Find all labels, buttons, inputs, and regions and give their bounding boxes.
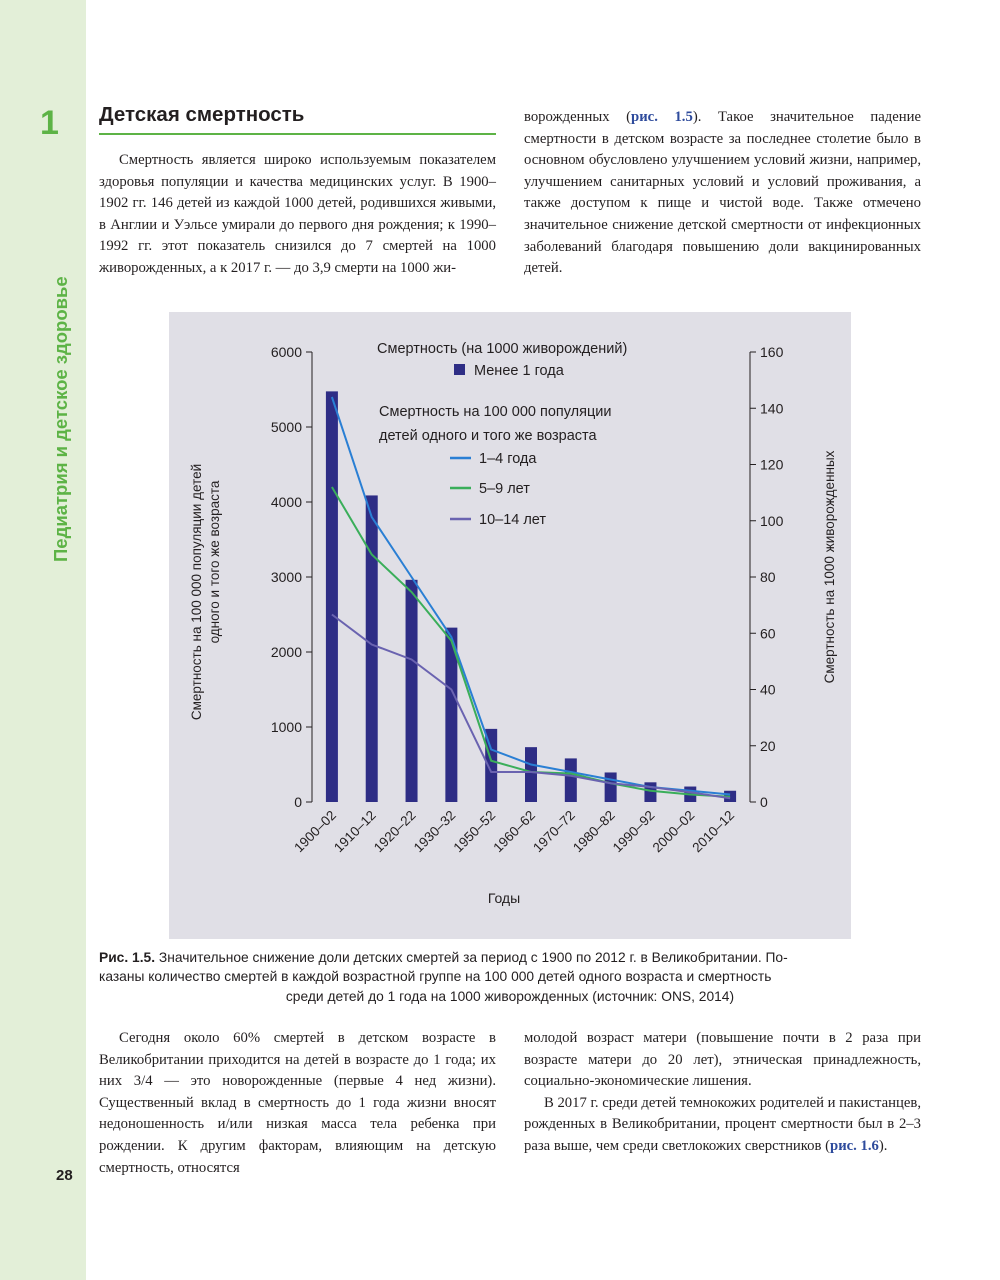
legend-heading-2-line2: детей одного и того же возраста xyxy=(379,428,597,444)
paragraph: Сегодня около 60% смертей в детском возрасте в Великобритании приходится на детей в возрасте до 1 года; их них 3/4 — это новорожденные (первые 4 нед жизни). Существенный вклад в смертность до 1 года жизни вносят недоношенность и/или низкая масса тела ребенка при рождении. К другим факторам, влияющим на детскую смертность, относятся xyxy=(99,1030,496,1176)
section-title-rule xyxy=(99,133,496,135)
chart-legend xyxy=(377,341,627,528)
x-tick-label: 1970–72 xyxy=(530,807,578,856)
right-tick-label: 20 xyxy=(760,737,776,754)
right-tick-label: 80 xyxy=(760,569,776,585)
right-tick-label: 160 xyxy=(760,344,784,360)
chapter-sidebar xyxy=(0,0,86,1280)
chapter-title: Педиатрия и детское здоровье xyxy=(50,276,71,562)
bar-under-1-0 xyxy=(326,391,338,802)
x-axis-label: Годы xyxy=(487,890,521,906)
legend-label-under-1: Менее 1 года xyxy=(474,363,564,379)
left-tick-label: 6000 xyxy=(270,344,302,360)
caption-label: Рис. 1.5. xyxy=(99,950,156,965)
figure-reference-link[interactable]: рис. 1.5 xyxy=(631,109,693,125)
x-tick-label: 2010–12 xyxy=(689,807,738,856)
right-tick-label: 140 xyxy=(760,400,784,417)
left-axis-label-line1: Смертность на 100 000 популяции детей xyxy=(189,463,204,721)
bar-under-1-5 xyxy=(525,747,537,802)
x-tick-label: 1930–32 xyxy=(410,807,459,856)
right-tick-label: 100 xyxy=(760,512,784,529)
legend-label-line-3: 10–14 лет xyxy=(479,512,547,528)
left-tick-label: 2000 xyxy=(270,644,302,660)
figure-caption: Рис. 1.5. Значительное снижение доли детских смертей за период с 1900 по 2012 г. в Великобритании. По- казаны количество смертей в каждой возрастной группе на 100 000 детей одного возраста и смертность среди детей до 1 года на 1000 живорожденных (источник: ONS, 2014) xyxy=(99,950,788,1004)
left-tick-label: 4000 xyxy=(270,494,302,510)
right-tick-label: 120 xyxy=(760,456,784,473)
left-tick-label: 5000 xyxy=(270,419,302,435)
legend-heading-2-line1: Смертность на 100 000 популяции xyxy=(379,404,612,420)
legend-swatch-bar xyxy=(454,364,465,375)
text-column-bottom-left xyxy=(99,1028,496,1179)
right-tick-label: 0 xyxy=(760,794,768,810)
figure-chart xyxy=(169,312,851,939)
left-tick-label: 3000 xyxy=(270,569,302,585)
right-tick-label: 40 xyxy=(760,681,776,698)
x-tick-label: 1900–02 xyxy=(291,807,340,856)
paragraph: ворожденных (рис. 1.5). Такое значительное падение смертности в детском возрасте за последнее столетие было в основном обусловлено улучшением условий жизни, например, улучшением санитарных условий и условий проживания, а также доступом к пище и чистой воде. Также отмечено значительное снижение детской смертности от инфекционных заболеваний благодаря повышению доли вакцинированных детей. xyxy=(524,109,921,277)
chart-canvas xyxy=(169,312,851,939)
legend-label-line-1: 1–4 года xyxy=(479,451,537,467)
text-column-top-right xyxy=(524,107,921,280)
left-axis-label-line2: одного и того же возраста xyxy=(207,480,222,644)
paragraph: молодой возраст матери (повышение почти в 2 раза при возрасте матери до 20 лет), этническая принадлежность, социально-экономические лишения. xyxy=(524,1030,921,1090)
x-tick-label: 1990–92 xyxy=(609,807,658,856)
x-tick-label: 2000–02 xyxy=(649,807,698,856)
x-tick-label: 1950–52 xyxy=(450,807,499,856)
right-axis-label: Смертность на 1000 живорожденных xyxy=(822,450,837,684)
legend-heading-1: Смертность (на 1000 живорождений) xyxy=(377,341,628,357)
section-title: Детская смертность xyxy=(99,103,305,126)
bar-under-1-6 xyxy=(565,758,577,802)
figure-reference-link[interactable]: рис. 1.6 xyxy=(830,1137,879,1154)
x-tick-label: 1980–82 xyxy=(569,807,618,856)
x-tick-label: 1910–12 xyxy=(331,807,379,856)
page-number: 28 xyxy=(56,1167,73,1184)
bar-under-1-7 xyxy=(605,772,617,802)
x-tick-label: 1960–62 xyxy=(490,807,539,856)
x-tick-label: 1920–22 xyxy=(370,807,419,856)
paragraph: Смертность является широко используемым показателем здоровья популяции и качества медицинских услуг. В 1900–1902 гг. 146 детей из каждой 1000 детей, родившихся живыми, в Англии и Уэльсе умирали до первого дня рождения; к 1990–1992 гг. этот показатель снизился до 7 смертей на 1000 живорожденных, а к 2017 г. — до 3,9 смерти на 1000 жи- xyxy=(99,152,496,276)
chapter-number: 1 xyxy=(40,104,59,142)
paragraph: В 2017 г. среди детей темнокожих родителей и пакистанцев, рожденных в Великобритании, процент смертности был в 2–3 раза выше, чем среди светлокожих сверстников (рис. 1.6). xyxy=(524,1094,922,1154)
right-tick-label: 60 xyxy=(760,625,776,642)
left-tick-label: 1000 xyxy=(270,719,302,735)
text-column-top-left xyxy=(99,150,496,280)
bar-under-1-2 xyxy=(406,580,418,802)
text-column-bottom-right xyxy=(524,1028,921,1158)
legend-label-line-2: 5–9 лет xyxy=(479,481,530,497)
left-tick-label: 0 xyxy=(294,794,302,810)
bar-under-1-1 xyxy=(366,495,378,802)
